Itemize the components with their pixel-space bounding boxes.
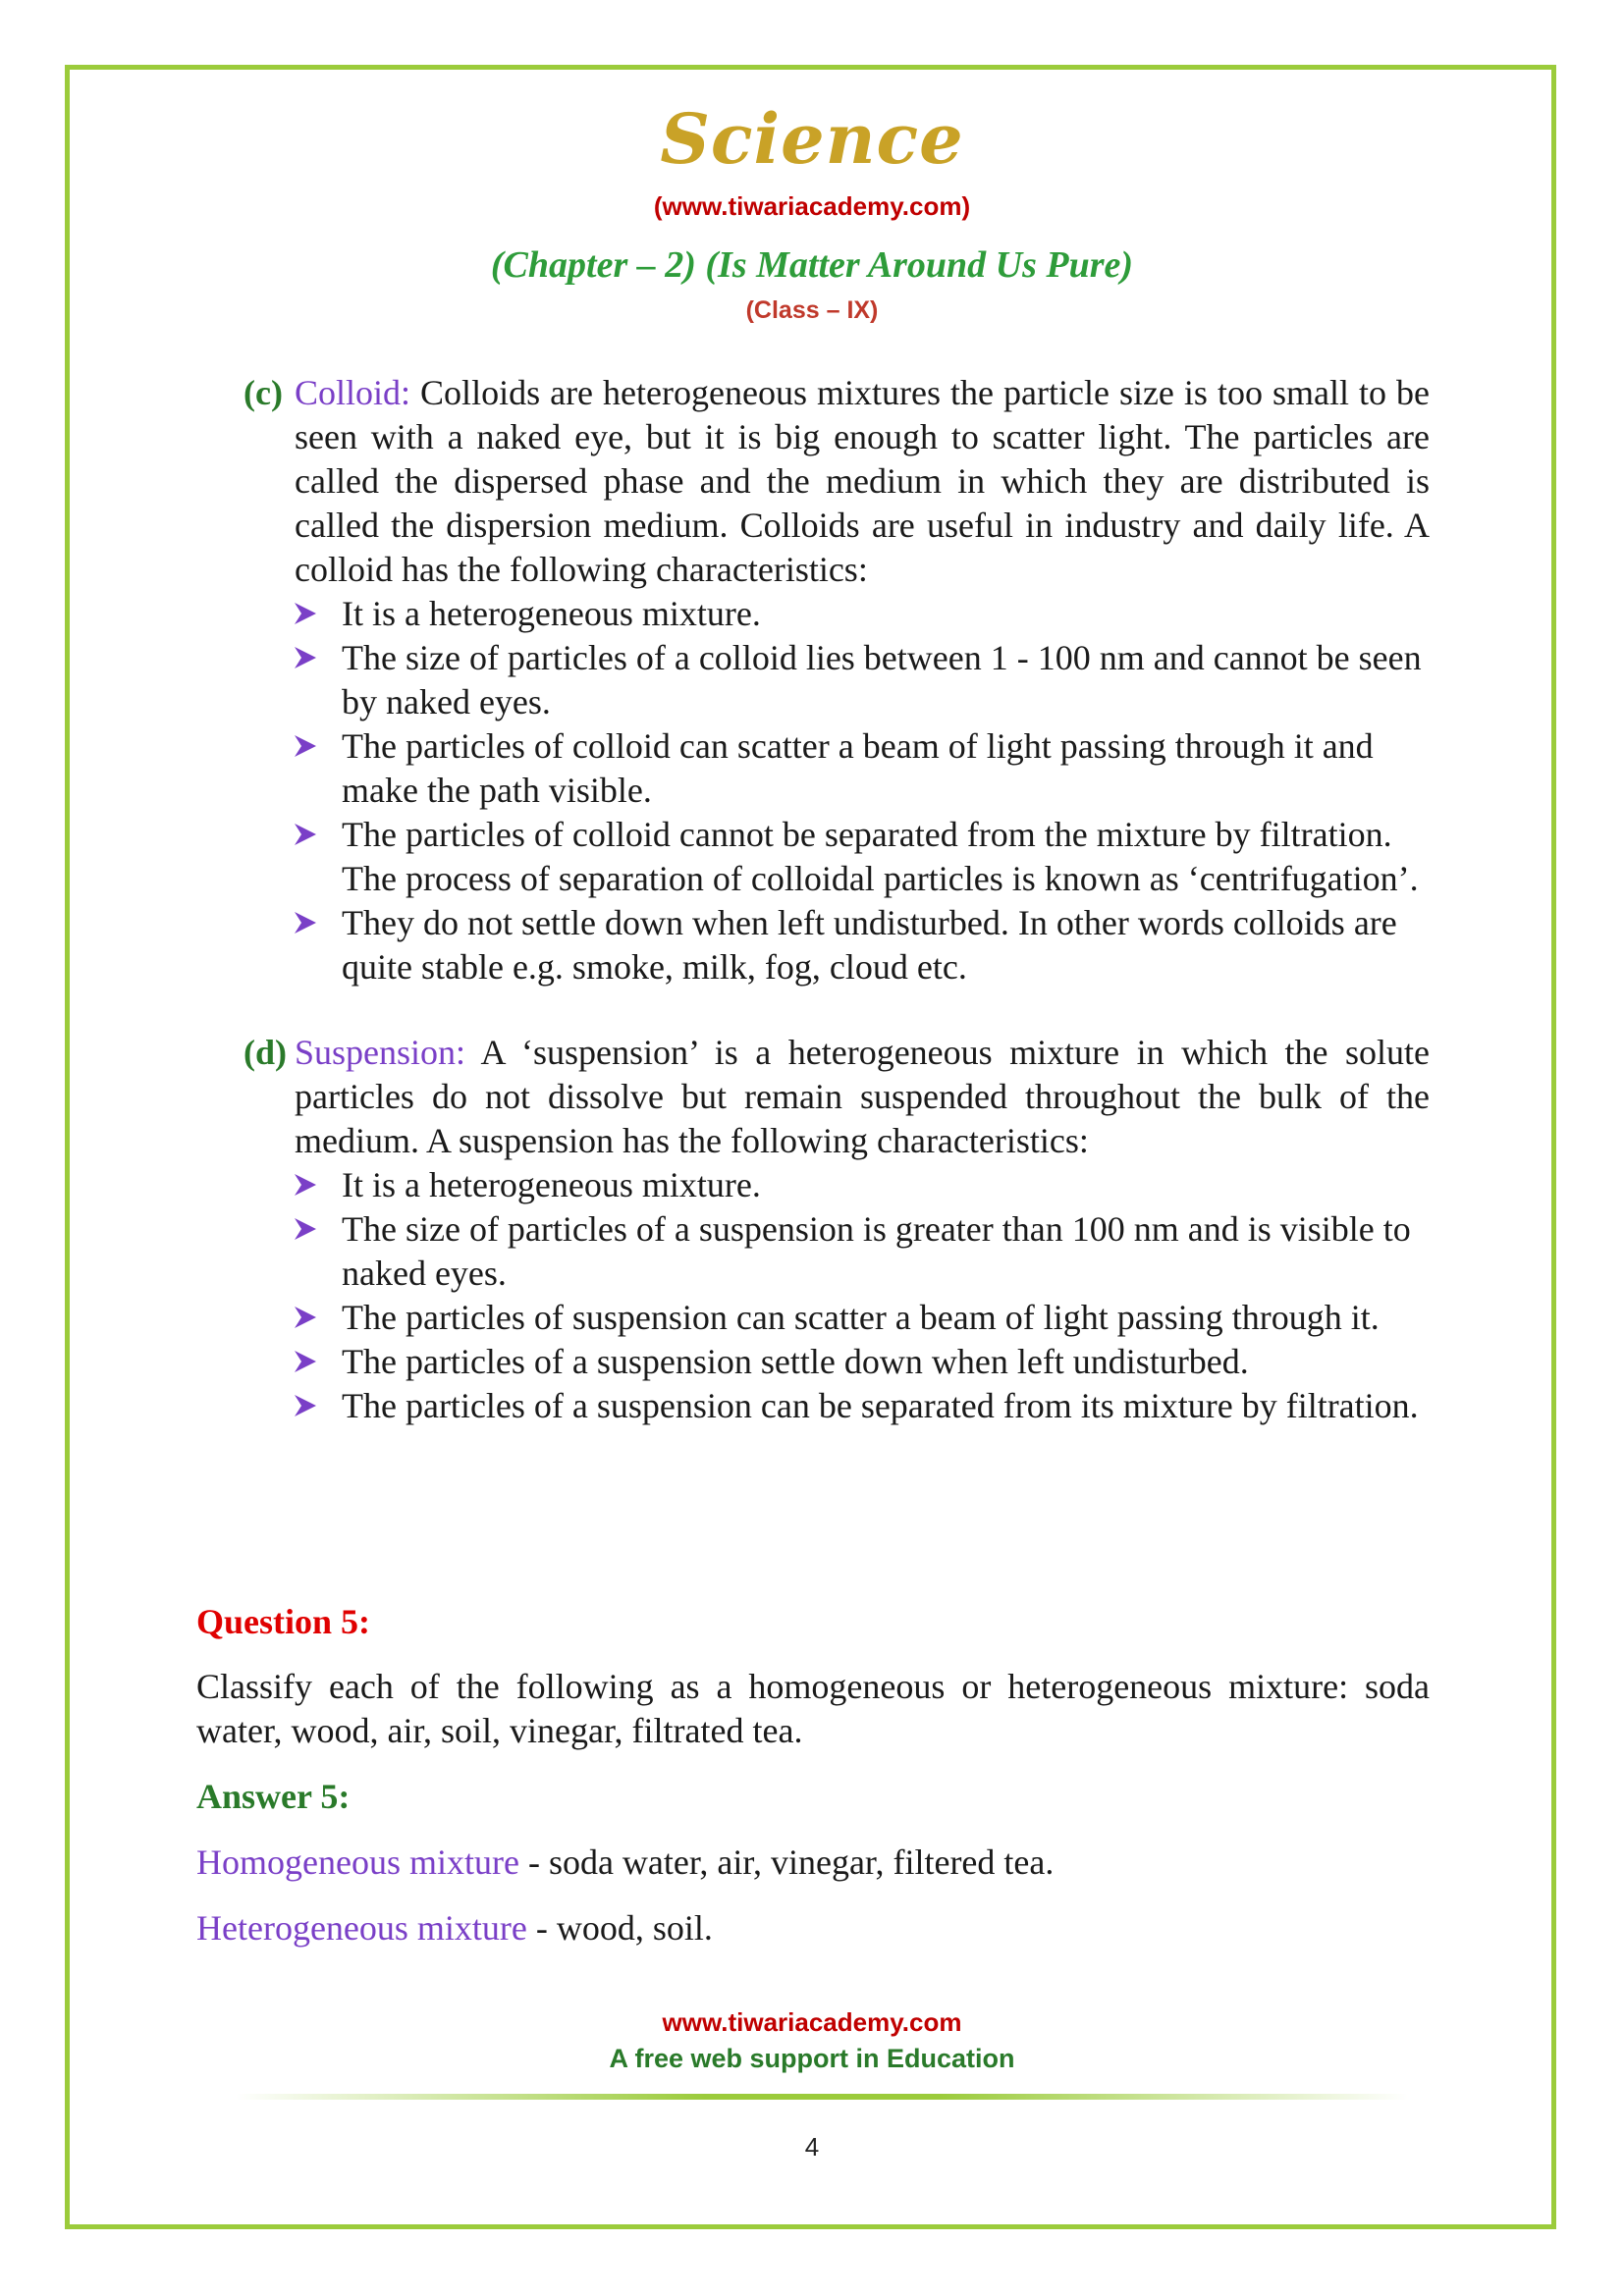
footer-site-link[interactable]: www.tiwariacademy.com bbox=[662, 2007, 962, 2037]
heterogeneous-term: Heterogeneous mixture bbox=[196, 1908, 527, 1948]
arrow-bullet-icon bbox=[293, 822, 318, 847]
list-item: It is a heterogeneous mixture. bbox=[342, 592, 1430, 636]
arrow-bullet-icon bbox=[293, 733, 318, 759]
colloid-term: Colloid: bbox=[295, 373, 411, 412]
colloid-label: (c) bbox=[244, 373, 283, 412]
suspension-term: Suspension: bbox=[295, 1033, 466, 1072]
arrow-bullet-icon bbox=[293, 1305, 318, 1330]
page-number: 4 bbox=[804, 2132, 820, 2162]
arrow-bullet-icon bbox=[293, 645, 318, 670]
class-label: (Class – IX) bbox=[745, 296, 879, 324]
list-item: The particles of colloid cannot be separated from the mixture by filtration. The process of separation of colloidal particles is known as ‘centrifugation’. bbox=[342, 813, 1430, 901]
answer-homogeneous: Homogeneous mixture - soda water, air, vinegar, filtered tea. bbox=[196, 1842, 1055, 1882]
suspension-paragraph bbox=[295, 1031, 1430, 1163]
arrow-bullet-icon bbox=[293, 601, 318, 626]
footer-tagline: A free web support in Education bbox=[609, 2044, 1015, 2073]
arrow-bullet-icon bbox=[293, 1393, 318, 1418]
suspension-bullets bbox=[342, 1163, 1430, 1428]
question-text: Classify each of the following as a homogeneous or heterogeneous mixture: soda water, wood, air, soil, vinegar, filtrated tea. bbox=[196, 1667, 1430, 1750]
list-item: The size of particles of a suspension is greater than 100 nm and is visible to naked eyes. bbox=[342, 1207, 1430, 1296]
page-title: Science bbox=[660, 98, 964, 180]
chapter-heading: (Chapter – 2) (Is Matter Around Us Pure) bbox=[490, 244, 1134, 286]
list-item: The particles of suspension can scatter a beam of light passing through it. bbox=[342, 1296, 1430, 1340]
header-site-link[interactable]: (www.tiwariacademy.com) bbox=[653, 191, 971, 221]
arrow-bullet-icon bbox=[293, 1216, 318, 1242]
list-item: The particles of colloid can scatter a beam of light passing through it and make the path visible. bbox=[342, 724, 1430, 813]
arrow-bullet-icon bbox=[293, 1172, 318, 1198]
list-item: The particles of a suspension settle down when left undisturbed. bbox=[342, 1340, 1430, 1384]
list-item: They do not settle down when left undisturbed. In other words colloids are quite stable e.g. smoke, milk, fog, cloud etc. bbox=[342, 901, 1430, 989]
answer-title: Answer 5: bbox=[196, 1777, 351, 1816]
homogeneous-term: Homogeneous mixture bbox=[196, 1842, 519, 1882]
list-item: The size of particles of a colloid lies between 1 - 100 nm and cannot be seen by naked eyes. bbox=[342, 636, 1430, 724]
footer-divider bbox=[236, 2094, 1408, 2100]
suspension-text: A ‘suspension’ is a heterogeneous mixture in which the solute particles do not dissolve but remain suspended throughout the bulk of the medium. A suspension has the following characteristics: bbox=[295, 1033, 1430, 1160]
answer-heterogeneous: Heterogeneous mixture - wood, soil. bbox=[196, 1908, 713, 1948]
arrow-bullet-icon bbox=[293, 1349, 318, 1374]
list-item: The particles of a suspension can be separated from its mixture by filtration. bbox=[342, 1384, 1430, 1428]
list-item: It is a heterogeneous mixture. bbox=[342, 1163, 1430, 1207]
question-title: Question 5: bbox=[196, 1602, 371, 1641]
colloid-text: Colloids are heterogeneous mixtures the particle size is too small to be seen with a naked eye, but it is big enough to scatter light. The particles are called the dispersed phase and the medium in which they are distributed is called the dispersion medium. Colloids are useful in industry and daily life. A colloid has the following characteristics: bbox=[295, 373, 1430, 589]
colloid-paragraph bbox=[295, 371, 1430, 592]
colloid-bullets bbox=[342, 592, 1430, 989]
suspension-label: (d) bbox=[244, 1033, 287, 1072]
arrow-bullet-icon bbox=[293, 910, 318, 935]
